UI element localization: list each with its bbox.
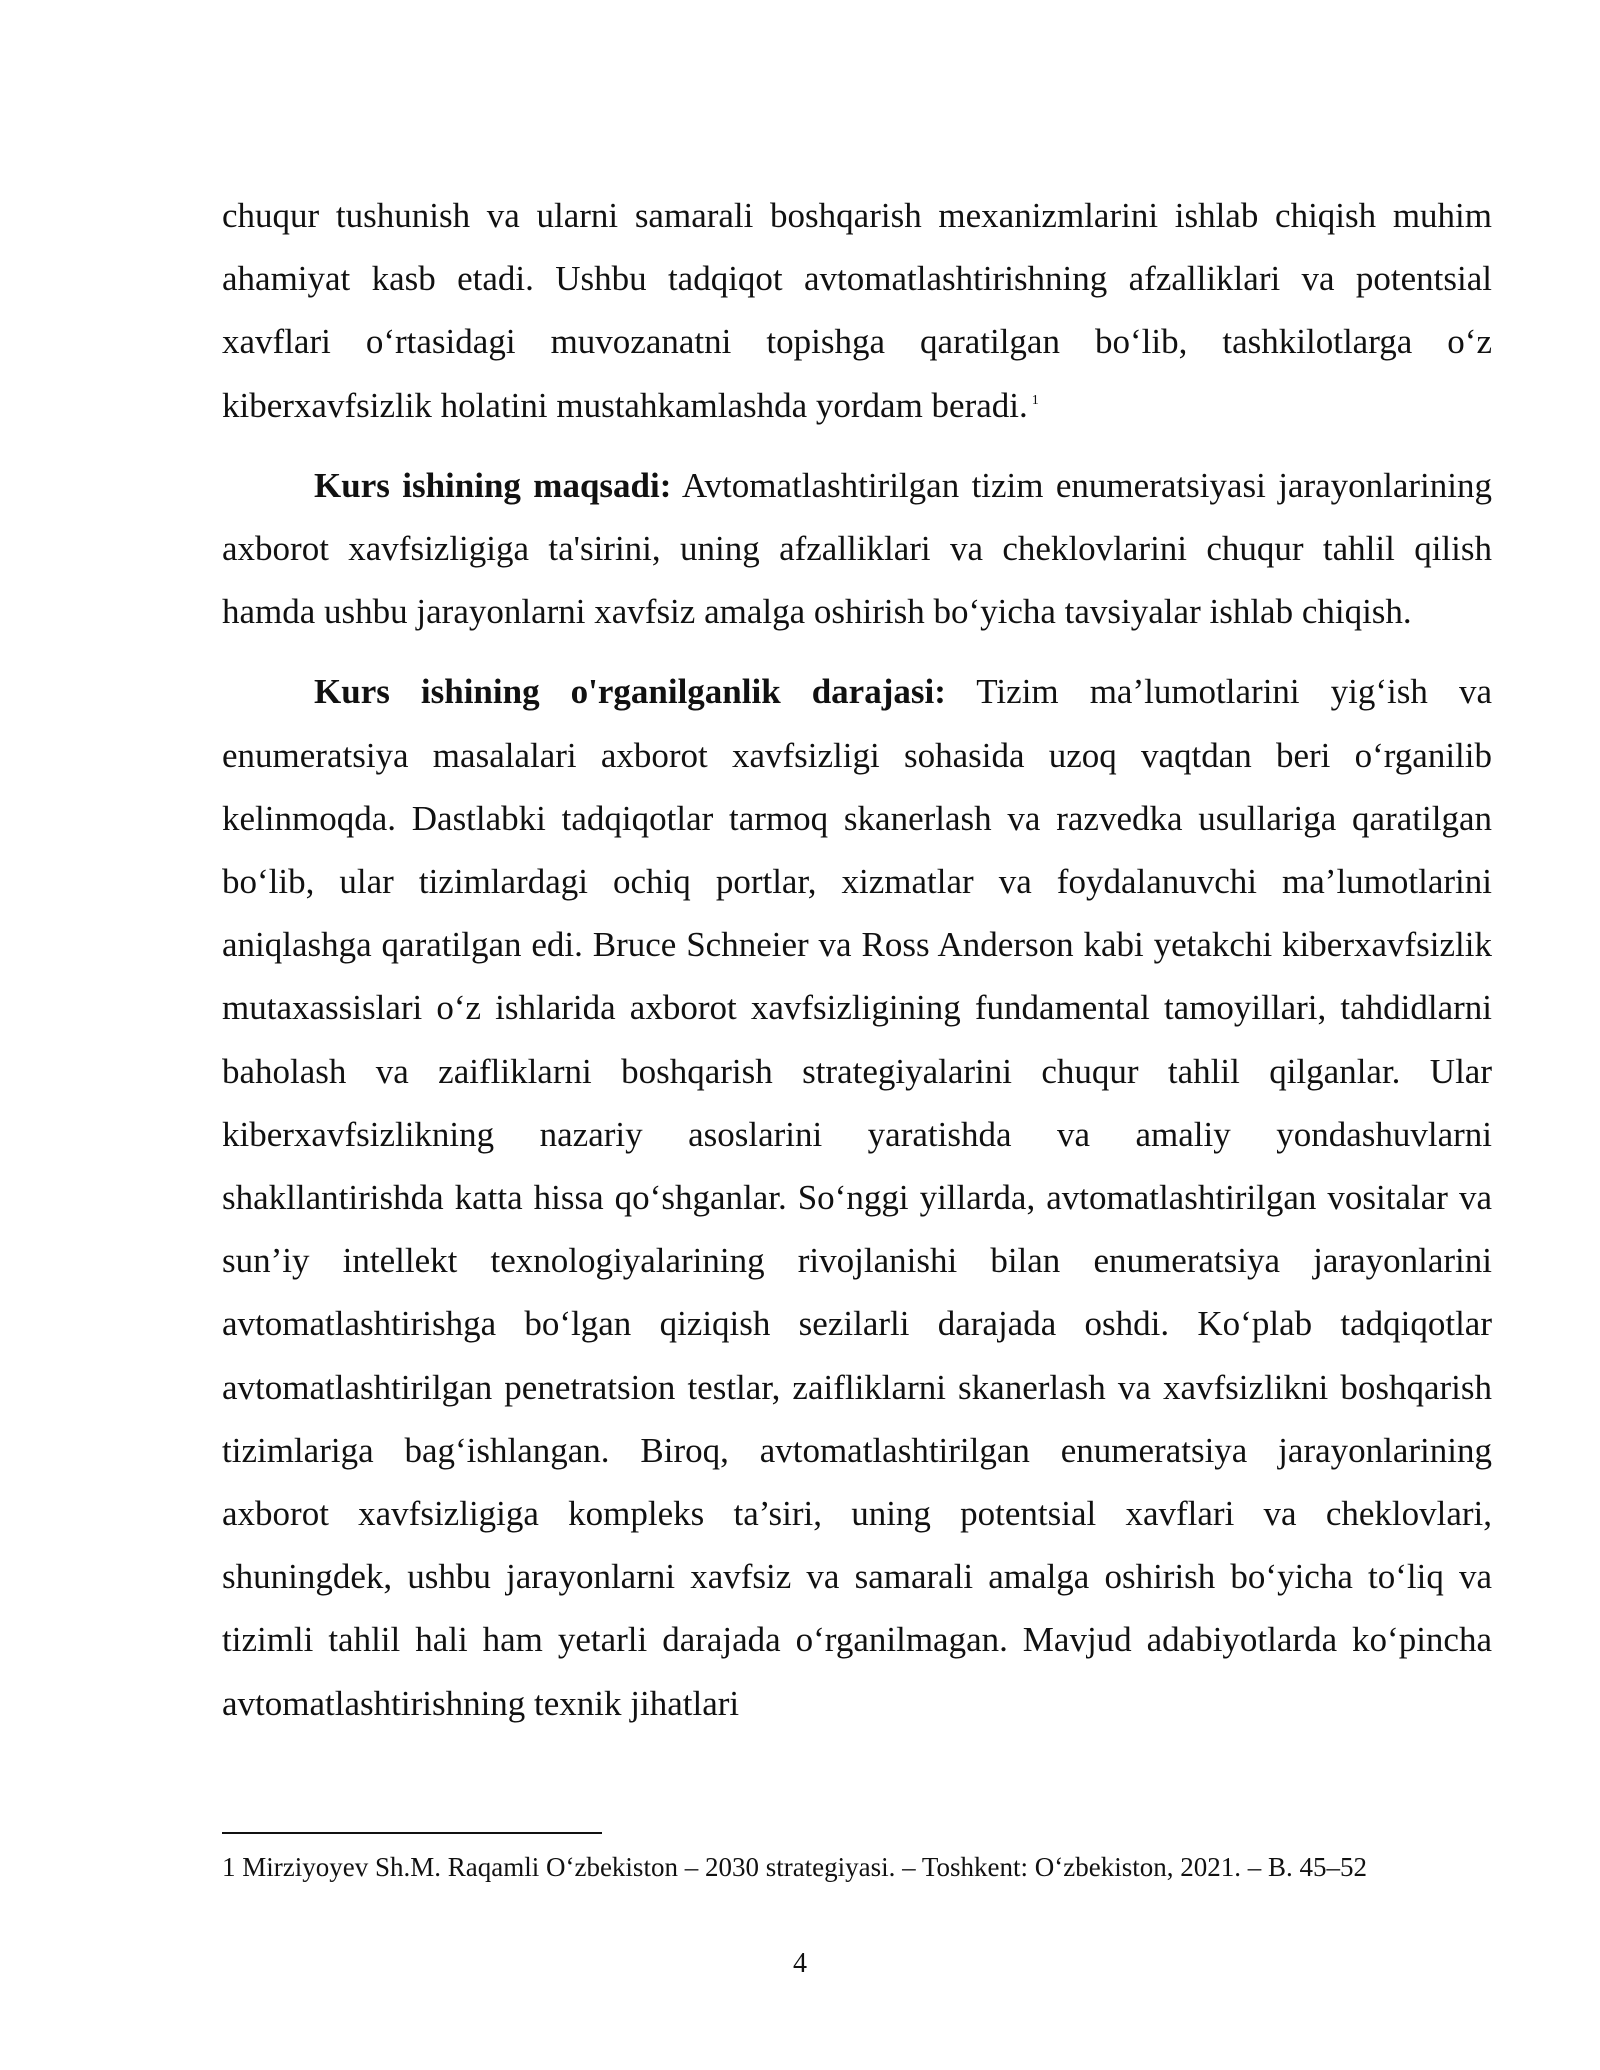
paragraph-heading: Kurs ishining o'rganilganlik darajasi:	[314, 672, 946, 712]
paragraph-text: Tizim ma’lumotlarini yig‘ish va enumeratsiya masalalari axborot xavfsizligi sohasida uzoq vaqtdan beri o‘rganilib kelinmoqda. Dastlabki tadqiqotlar tarmoq skanerlash va razvedka usullariga qaratilgan bo‘lib, ular tizimlardagi ochiq portlar, xizmatlar va foydalanuvchi ma’lumotlarini aniqlashga qaratilgan edi. Bruce Schneier va Ross Anderson kabi yetakchi kiberxavfsizlik mutaxassislari o‘z ishlarida axborot xavfsizligining fundamental tamoyillari, tahdidlarni baholash va zaifliklarni boshqarish strategiyalarini chuqur tahlil qilganlar. Ular kiberxavfsizlikning nazariy asoslarini yaratishda va amaliy yondashuvlarni shakllantirishda katta hissa qo‘shganlar. So‘nggi yillarda, avtomatlashtirilgan vositalar va sun’iy intellekt texnologiyalarining rivojlanishi bilan enumeratsiya jarayonlarini avtomatlashtirishga bo‘lgan qiziqish sezilarli darajada oshdi. Ko‘plab tadqiqotlar avtomatlashtirilgan penetratsion testlar, zaifliklarni skanerlash va xavfsizlikni boshqarish tizimlariga bag‘ishlangan. Biroq, avtomatlashtirilgan enumeratsiya jarayonlarining axborot xavfsizligiga kompleks ta’siri, uning potentsial xavflari va cheklovlari, shuningdek, ushbu jarayonlarni xavfsiz va samarali amalga oshirish bo‘yicha to‘liq va tizimli tahlil hali ham yetarli darajada o‘rganilmagan. Mavjud adabiyotlarda ko‘pincha avtomatlashtirishning texnik jihatlari	[222, 672, 1492, 1723]
paragraph-text: chuqur tushunish va ularni samarali boshqarish mexanizmlarini ishlab chiqish muhim ahamiyat kasb etadi. Ushbu tadqiqot avtomatlashtirishning afzalliklari va potentsial xavflari o‘rtasidagi muvozanatni topishga qaratilgan bo‘lib, tashkilotlarga o‘z kiberxavfsizlik holatini mustahkamlashda yordam beradi.	[222, 196, 1492, 425]
paragraph-intro-continuation	[222, 184, 1492, 437]
footnote: 1 Mirziyoyev Sh.M. Raqamli O‘zbekiston – 2030 strategiyasi. – Toshkent: O‘zbekiston, 2021. – B. 45–52	[222, 1852, 1367, 1882]
footnote-reference[interactable]: 1	[1031, 392, 1039, 408]
paragraph-study-level	[222, 660, 1492, 1734]
page-number: 4	[793, 1948, 807, 1979]
paragraph-text: Avtomatlashtirilgan tizim enumeratsiyasi jarayonlarining axborot xavfsizligiga ta'sirini, uning afzalliklari va cheklovlarini chuqur tahlil qilish hamda ushbu jarayonlarni xavfsiz amalga oshirish bo‘yicha tavsiyalar ishlab chiqish.	[222, 465, 1493, 632]
footnote-separator	[222, 1832, 602, 1834]
paragraph-heading: Kurs ishining maqsadi:	[314, 465, 672, 505]
paragraph-goal	[222, 454, 1492, 644]
page-body	[222, 184, 1492, 1735]
